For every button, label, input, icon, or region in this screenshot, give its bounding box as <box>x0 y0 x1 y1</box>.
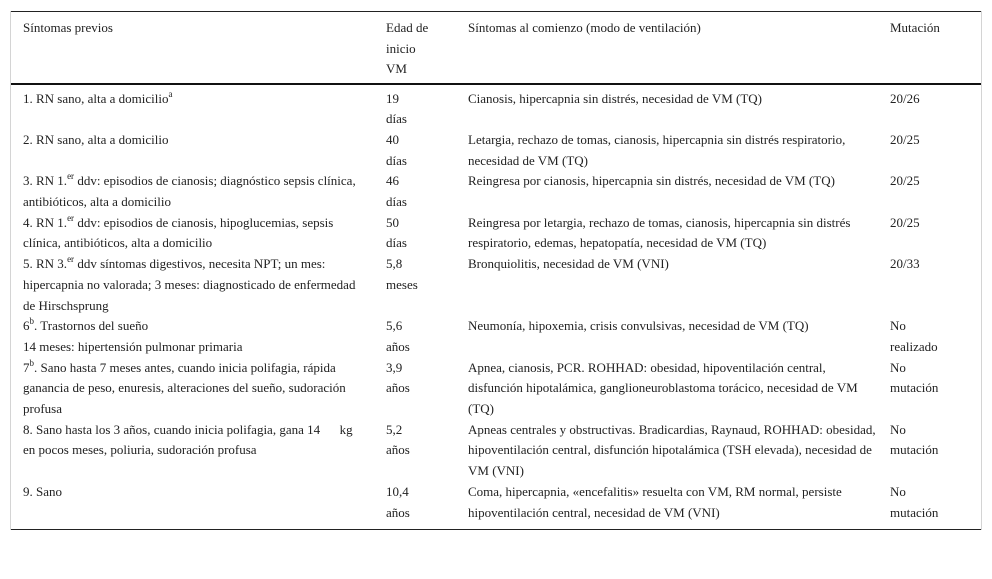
footnote-marker: er <box>67 171 75 182</box>
previous-symptoms-text: 5. RN 3. <box>23 256 68 272</box>
footnote-marker: er <box>67 254 75 265</box>
table-row <box>11 130 981 171</box>
previous-symptoms-cell <box>11 213 376 254</box>
age-onset-cell: 5,6 años <box>386 318 410 354</box>
mutation-cell: No mutación <box>890 483 939 520</box>
age-onset-cell: 40 días <box>386 131 407 168</box>
table-row <box>11 254 981 316</box>
onset-symptoms-cell: Apnea, cianosis, PCR. ROHHAD: obesidad, hipoventilación central, disfunción hipotalámica, ganglioneuroblastoma torácico, necesidad de VM (TQ) <box>468 359 858 417</box>
previous-symptoms-cell <box>11 254 376 316</box>
previous-symptoms-text-cont: . Sano hasta 7 meses antes, cuando inicia polifagia, rápida ganancia de peso, enuresis, alteraciones del sueño, sudoración profusa <box>23 359 346 417</box>
previous-symptoms-text-cont: ddv síntomas digestivos, necesita NPT; un mes: hipercapnia no valorada; 3 meses: diagnosticado de enfermedad de Hirschsprung <box>23 256 356 313</box>
onset-symptoms-cell: Apneas centrales y obstructivas. Bradicardias, Raynaud, ROHHAD: obesidad, hipoventilación central, disfunción hipotalámica (TSH elevada), necesidad de VM (VNI) <box>468 421 876 479</box>
table-row <box>11 358 981 420</box>
mutation-cell: No mutación <box>890 359 939 396</box>
previous-symptoms-text-cont: . Trastornos del sueño 14 meses: hipertensión pulmonar primaria <box>23 318 243 354</box>
onset-symptoms-cell: Letargia, rechazo de tomas, cianosis, hipercapnia sin distrés respiratorio, necesidad de VM (TQ) <box>468 131 846 168</box>
table-row <box>11 171 981 212</box>
table-row <box>11 420 981 482</box>
mutation-cell: No realizado <box>890 318 938 354</box>
header-mutation: Mutación <box>890 20 940 35</box>
previous-symptoms-text: 9. Sano <box>23 483 62 499</box>
previous-symptoms-text-cont: ddv: episodios de cianosis, hipoglucemias, sepsis clínica, antibióticos, alta a domicilio <box>23 214 334 251</box>
header-previous-symptoms: Síntomas previos <box>23 20 113 35</box>
onset-symptoms-cell: Neumonía, hipoxemia, crisis convulsivas, necesidad de VM (TQ) <box>468 318 809 334</box>
footnote-marker: b <box>29 357 34 368</box>
age-onset-cell: 46 días <box>386 173 407 210</box>
age-onset-cell: 5,8 meses <box>386 256 418 292</box>
patients-table <box>11 11 981 530</box>
age-onset-cell: 5,2 años <box>386 421 410 458</box>
age-onset-cell: 10,4 años <box>386 483 410 520</box>
header-onset-symptoms: Síntomas al comienzo (modo de ventilación) <box>468 20 701 35</box>
previous-symptoms-text-cont: ddv: episodios de cianosis; diagnóstico sepsis clínica, antibióticos, alta a domicilio <box>23 173 356 210</box>
header-age-onset: Edad de inicio VM <box>386 20 429 76</box>
onset-symptoms-cell: Reingresa por letargia, rechazo de tomas, cianosis, hipercapnia sin distrés respiratorio, edemas, hepatopatía, necesidad de VM (TQ) <box>468 214 851 251</box>
onset-symptoms-cell: Coma, hipercapnia, «encefalitis» resuelta con VM, RM normal, persiste hipoventilación central, necesidad de VM (VNI) <box>468 483 842 520</box>
mutation-cell: 20/26 <box>890 90 920 106</box>
previous-symptoms-text: 6 <box>23 318 30 334</box>
table-row <box>11 482 981 530</box>
mutation-cell: 20/25 <box>890 173 920 189</box>
previous-symptoms-cell <box>11 482 376 530</box>
previous-symptoms-text: 7 <box>23 359 30 375</box>
onset-symptoms-cell: Bronquiolitis, necesidad de VM (VNI) <box>468 256 669 272</box>
previous-symptoms-cell <box>11 84 376 130</box>
previous-symptoms-cell <box>11 130 376 171</box>
age-onset-cell: 19 días <box>386 90 407 127</box>
mutation-cell: No mutación <box>890 421 939 458</box>
previous-symptoms-text: 2. RN sano, alta a domicilio <box>23 131 169 147</box>
footnote-marker: er <box>67 212 75 223</box>
age-onset-cell: 50 días <box>386 214 407 251</box>
previous-symptoms-cell <box>11 420 376 482</box>
table-row <box>11 84 981 130</box>
previous-symptoms-text: 1. RN sano, alta a domicilio <box>23 90 169 106</box>
previous-symptoms-cell <box>11 316 376 357</box>
onset-symptoms-cell: Reingresa por cianosis, hipercapnia sin distrés, necesidad de VM (TQ) <box>468 173 835 189</box>
previous-symptoms-cell <box>11 358 376 420</box>
table-row <box>11 213 981 254</box>
table-header-row <box>11 12 981 84</box>
previous-symptoms-cell <box>11 171 376 212</box>
table-row <box>11 316 981 357</box>
footnote-marker: b <box>29 316 34 327</box>
mutation-cell: 20/25 <box>890 214 920 230</box>
mutation-cell: 20/25 <box>890 131 920 147</box>
mutation-cell: 20/33 <box>890 256 920 272</box>
age-onset-cell: 3,9 años <box>386 359 410 396</box>
previous-symptoms-text: 3. RN 1. <box>23 173 68 189</box>
previous-symptoms-text: 8. Sano hasta los 3 años, cuando inicia polifagia, gana 14 kg en pocos meses, poliuria, sudoración profusa <box>23 421 353 458</box>
footnote-marker: a <box>168 88 173 99</box>
table-container <box>10 11 982 530</box>
onset-symptoms-cell: Cianosis, hipercapnia sin distrés, necesidad de VM (TQ) <box>468 90 762 106</box>
previous-symptoms-text: 4. RN 1. <box>23 214 68 230</box>
